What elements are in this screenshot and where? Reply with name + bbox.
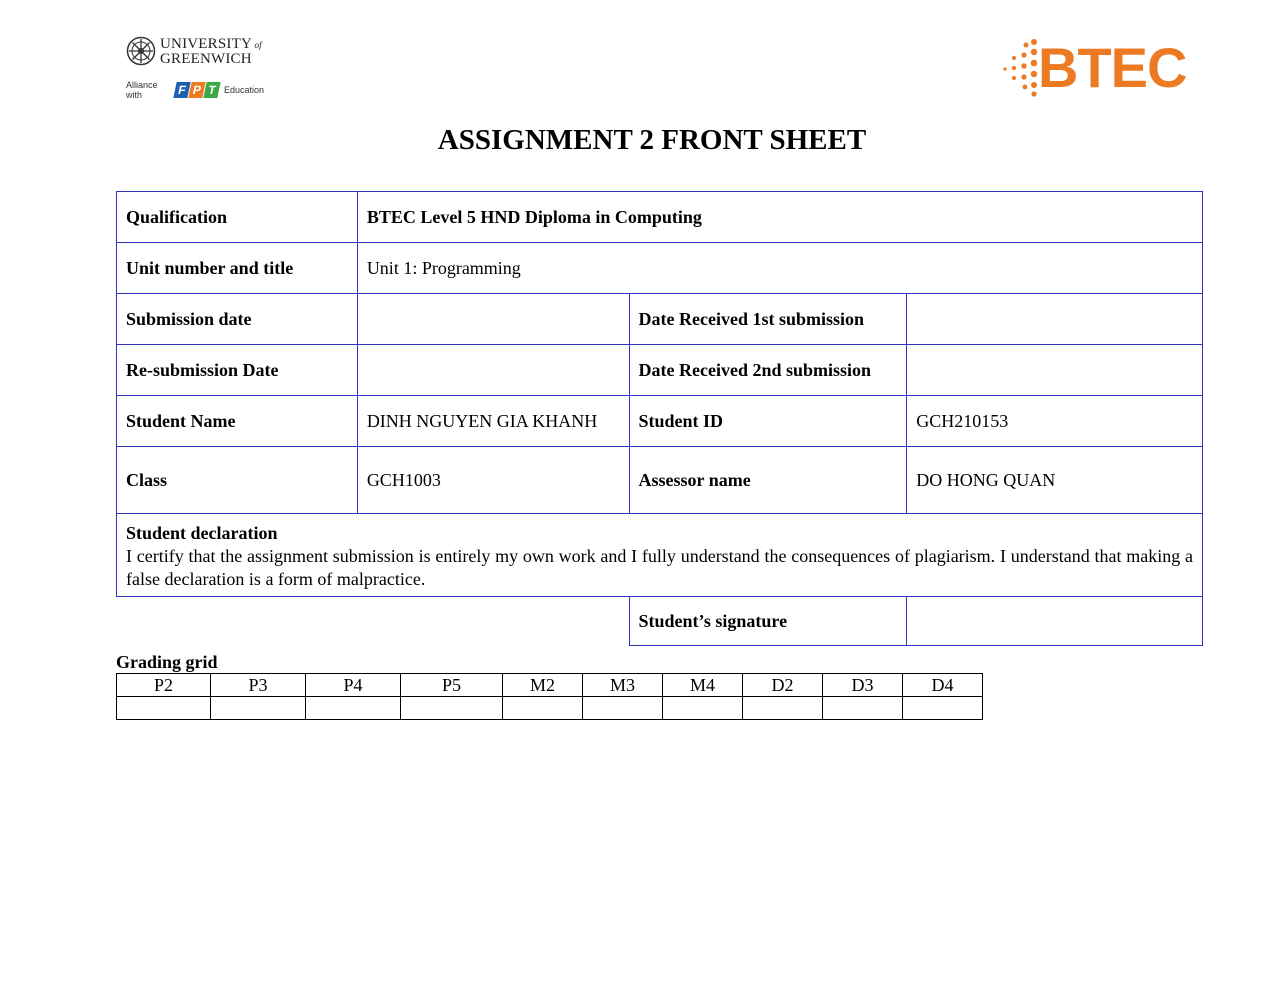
grade-cell[interactable] — [401, 697, 503, 720]
submission-date-label: Submission date — [117, 294, 358, 345]
class-label: Class — [117, 447, 358, 514]
grade-header: D2 — [743, 674, 823, 697]
fpt-education-logo: F P T — [175, 82, 220, 98]
page-title: ASSIGNMENT 2 FRONT SHEET — [437, 124, 867, 156]
student-id-value: GCH210153 — [907, 396, 1203, 447]
submission-row — [117, 294, 1203, 345]
grading-grid-label: Grading grid — [116, 652, 218, 672]
grade-cell[interactable] — [211, 697, 306, 720]
student-name-value: DINH NGUYEN GIA KHANH — [357, 396, 629, 447]
signature-row — [117, 597, 1203, 646]
university-name: UNIVERSITY of GREENWICH — [160, 36, 262, 67]
grading-grid — [116, 673, 983, 720]
btec-logo — [1000, 36, 1200, 100]
grade-header: D3 — [823, 674, 903, 697]
declaration-text: I certify that the assignment submission is entirely my own work and I fully understand the consequences of plagiarism. I understand that making a false declaration is a form of malpractice. — [126, 546, 1193, 589]
qualification-value: BTEC Level 5 HND Diploma in Computing — [357, 192, 1202, 243]
grade-header: M2 — [503, 674, 583, 697]
declaration-heading: Student declaration — [126, 523, 278, 543]
assessor-value: DO HONG QUAN — [907, 447, 1203, 514]
grade-header: D4 — [903, 674, 983, 697]
resubmission-date-field[interactable] — [357, 345, 629, 396]
date-received-1-field[interactable] — [907, 294, 1203, 345]
education-text: Education — [223, 85, 264, 95]
grade-cell[interactable] — [583, 697, 663, 720]
date-received-1-label: Date Received 1st submission — [629, 294, 907, 345]
declaration-row — [117, 514, 1203, 597]
btec-wordmark: BTEC — [1038, 36, 1187, 99]
university-crest-icon — [126, 36, 156, 66]
unit-value: Unit 1: Programming — [357, 243, 1202, 294]
grade-cell[interactable] — [117, 697, 211, 720]
signature-spacer — [117, 597, 630, 646]
fpt-alliance — [126, 80, 264, 100]
qualification-row — [117, 192, 1203, 243]
alliance-text: Alliance with — [126, 80, 158, 100]
grade-cell[interactable] — [306, 697, 401, 720]
grading-header-row — [117, 674, 983, 697]
resubmission-row — [117, 345, 1203, 396]
grade-header: P3 — [211, 674, 306, 697]
grade-cell[interactable] — [743, 697, 823, 720]
unit-label: Unit number and title — [117, 243, 358, 294]
student-row — [117, 396, 1203, 447]
grade-header: M4 — [663, 674, 743, 697]
resubmission-date-label: Re-submission Date — [117, 345, 358, 396]
btec-dots-icon — [1000, 36, 1040, 100]
date-received-2-label: Date Received 2nd submission — [629, 345, 907, 396]
grade-cell[interactable] — [823, 697, 903, 720]
university-of-greenwich-logo — [124, 34, 264, 104]
grade-header: P4 — [306, 674, 401, 697]
qualification-label: Qualification — [117, 192, 358, 243]
signature-label: Student’s signature — [629, 597, 907, 646]
class-row — [117, 447, 1203, 514]
grading-value-row — [117, 697, 983, 720]
grade-header: P2 — [117, 674, 211, 697]
signature-field[interactable] — [907, 597, 1203, 646]
grade-cell[interactable] — [903, 697, 983, 720]
date-received-2-field[interactable] — [907, 345, 1203, 396]
grade-header: M3 — [583, 674, 663, 697]
grade-cell[interactable] — [663, 697, 743, 720]
front-sheet-table — [116, 191, 1203, 646]
assessor-label: Assessor name — [629, 447, 907, 514]
unit-row — [117, 243, 1203, 294]
student-name-label: Student Name — [117, 396, 358, 447]
grade-cell[interactable] — [503, 697, 583, 720]
student-declaration — [117, 514, 1203, 597]
class-value: GCH1003 — [357, 447, 629, 514]
student-id-label: Student ID — [629, 396, 907, 447]
submission-date-field[interactable] — [357, 294, 629, 345]
grade-header: P5 — [401, 674, 503, 697]
